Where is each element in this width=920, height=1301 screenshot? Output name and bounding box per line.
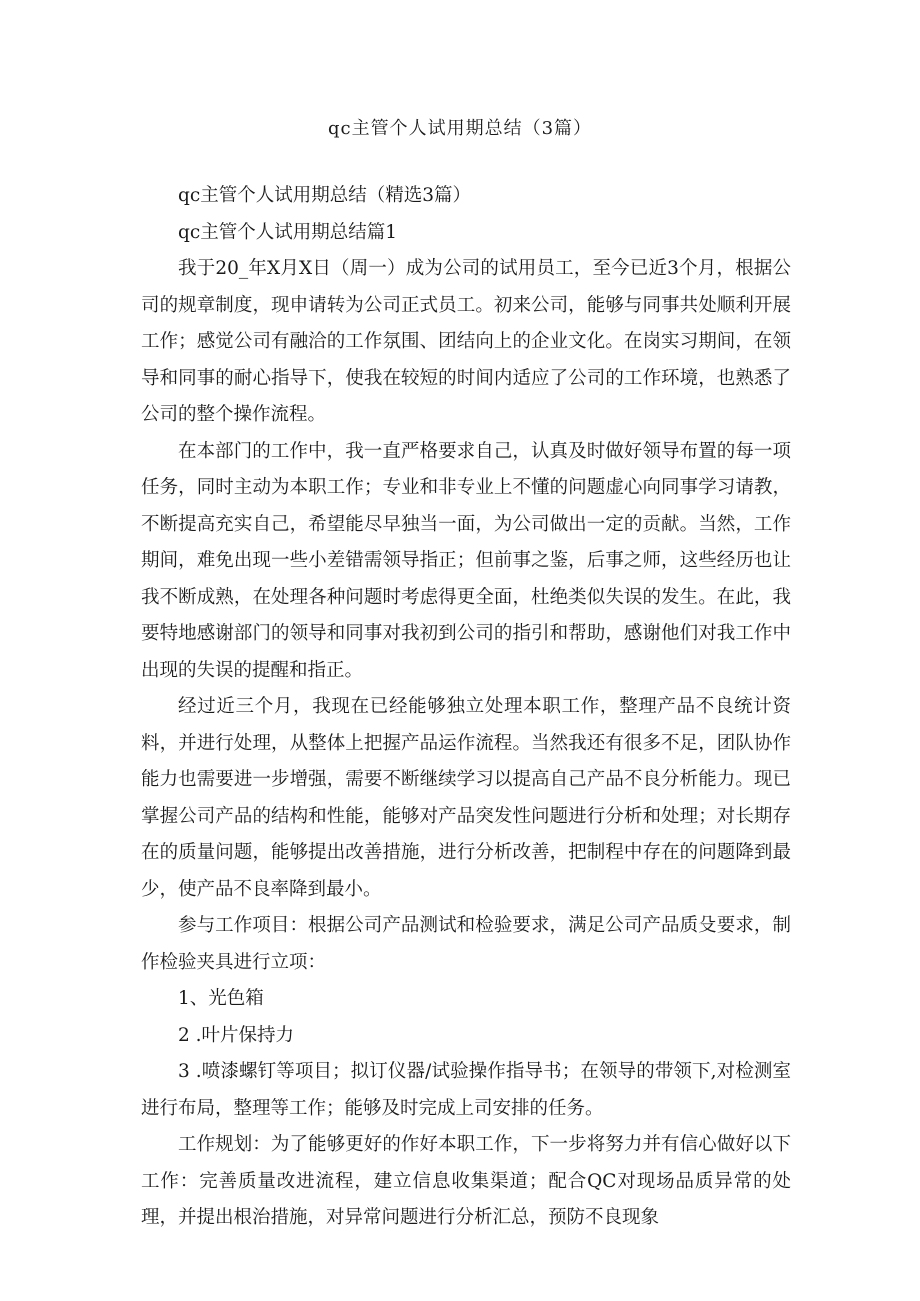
body-paragraph: 工作规划：为了能够更好的作好本职工作，下一步将努力并有信心做好以下工作：完善质量改进流程，建立信息收集渠道；配合QC对现场品质异常的处理，并提出根治措施，对异常问题进行分析汇总，预防不良现象 (141, 1134, 791, 1228)
body-paragraph: 经过近三个月，我现在已经能够独立处理本职工作，整理产品不良统计资料，并进行处理，从整体上把握产品运作流程。当然我还有很多不足，团队协作能力也需要进一步增强，需要不断继续学习以提高自己产品不良分析能力。现已掌握公司产品的结构和性能，能够对产品突发性问题进行分析和处理；对长期存在的质量问题，能够提出改善措施，进行分析改善，把制程中存在的问题降到最少，使产品不良率降到最小。 (141, 696, 791, 900)
body-paragraph: 参与工作项目：根据公司产品测试和检验要求，满足公司产品质殳要求，制作检验夹具进行立项： (141, 915, 791, 973)
list-item: 1、光色箱 (178, 988, 264, 1009)
body-paragraph: 我于20_年X月X日（周一）成为公司的试用员工，至今已近3个月，根据公司的规章制度，现申请转为公司正式员工。初来公司，能够与同事共处顺利开展工作；感觉公司有融洽的工作氛围、团结向上的企业文化。在岗实习期间，在领导和同事的耐心指导下，使我在较短的时间内适应了公司的工作环境，也熟悉了公司的整个操作流程。 (141, 258, 791, 425)
list-item: 2 .叶片保持力 (178, 1024, 295, 1046)
section-heading: qc主管个人试用期总结篇1 (178, 221, 397, 243)
body-paragraph: 在本部门的工作中，我一直严格要求自己，认真及时做好领导布置的每一项任务，同时主动为本职工作；专业和非专业上不懂的问题虚心向同事学习请教，不断提高充实自己，希望能尽早独当一面，为公司做出一定的贡献。当然，工作期间，难免出现一些小差错需领导指正；但前事之鉴，后事之师，这些经历也让我不断成熟，在处理各种问题时考虑得更全面，杜绝类似失误的发生。在此，我要特地感谢部门的领导和同事对我初到公司的指引和帮助，感谢他们对我工作中出现的失误的提醒和指正。 (141, 440, 791, 681)
list-item: 3 .喷漆螺钉等项目；拟订仪器/试验操作指导书；在领导的带领下,对检测室进行布局，整理等工作；能够及时完成上司安排的任务。 (141, 1061, 791, 1119)
document-body (141, 178, 791, 1237)
document-title: qc主管个人试用期总结（3篇） (327, 118, 593, 139)
subtitle-line: qc主管个人试用期总结（精选3篇） (178, 185, 471, 206)
